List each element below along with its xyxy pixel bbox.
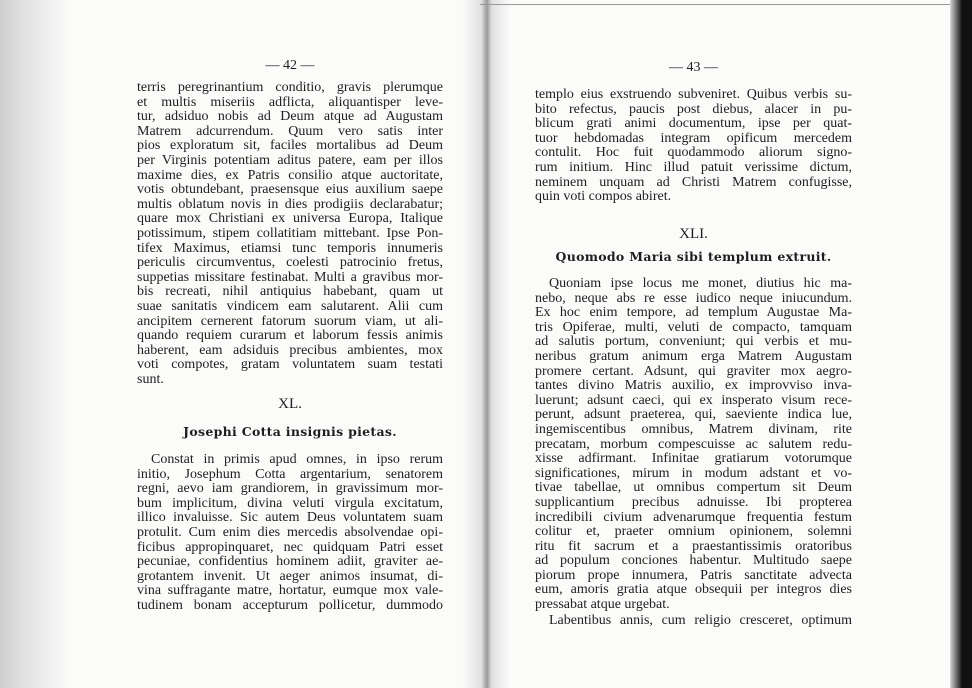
text-line: Constat in primis apud omnes, in ipso rerum — [151, 452, 443, 467]
text-line: xisse adfirmant. Infinitae gratiarum votorumque — [535, 451, 852, 467]
text-line: initio, Josephum Cotta argentarium, senatorem — [137, 466, 443, 482]
text-line: blicum grati animi documentum, ipse per quat- — [535, 116, 852, 132]
text-line: tuor hebdomadas integram opificum mercedem — [535, 130, 852, 146]
text-line: luerunt; adsunt caeci, qui ex insperato visum rece- — [535, 392, 852, 408]
text-line: et multis miseriis adflicta, aliquantisper leve- — [137, 94, 443, 110]
text-line: contulit. Hoc fuit quodammodo aliorum signo- — [535, 145, 852, 161]
text-line: votis obtundebant, praesensque eius auxilium saepe — [137, 182, 443, 198]
text-line: pios exploratum sit, faciles mortalibus ad Deum — [137, 138, 443, 154]
text-line: templo eius exstruendo subveniret. Quibus verbis su- — [535, 87, 852, 102]
text-line: perunt, adsunt praeterea, qui, saeviente indica lue, — [535, 407, 852, 423]
text-line: quando requiem curarum et laborum fessis animis — [137, 328, 443, 344]
text-line: sunt. — [137, 371, 164, 387]
section-title: Josephi Cotta insignis pietas. — [183, 424, 397, 439]
text-line: incredibili civium advenarumque frequentia festum — [535, 509, 852, 525]
text-line: ficibus appropinquaret, nec quidquam Patri esset — [137, 539, 443, 555]
text-line: vina suffragante matre, hortatur, eumque mox vale- — [137, 583, 443, 599]
text-line: bum implicitum, divina veluti virgula excitatum, — [137, 495, 443, 511]
text-line: quare mox Christiani ex universa Europa, Italique — [137, 211, 443, 227]
text-line: protulit. Cum enim dies mercedis absolvendae opi- — [137, 524, 443, 540]
text-line: Quoniam ipse locus me monet, diutius hic ma- — [549, 276, 852, 291]
scan-right-edge-shadow — [950, 0, 972, 688]
paragraph — [535, 614, 852, 629]
text-line: quin voti compos abiret. — [535, 189, 672, 205]
text-line: neribus gratum animum erga Matrem Augustam — [535, 348, 852, 364]
text-line: tantes divino Matris auxilio, ex improvviso inva- — [535, 378, 852, 394]
text-line: tur, adsiduo nobis ad Deum atque ad Augustam — [137, 109, 443, 125]
text-line: terris peregrinantium conditio, gravis plerumque — [137, 80, 443, 95]
text-line: tifex Maximus, etiamsi tunc temporis innumeris — [137, 240, 443, 256]
text-line: bis recreati, nihil antiquius habebant, quam ut — [137, 284, 443, 300]
text-line: ancipitem cernerent fatorum suorum viam, ut ali- — [137, 313, 443, 329]
text-line: precatam, morbum compescuisse ac salutem redu- — [535, 436, 852, 452]
section-number: XL. — [278, 396, 302, 412]
paragraph — [535, 88, 852, 205]
text-line: ritu fit sacrum et a praestantissimis oratoribus — [535, 538, 852, 554]
text-line: multis oblatum novis in dies prodigiis declarabatur; — [137, 196, 443, 212]
text-line: pecuniae, confidentius hominem adiit, graviter ae- — [137, 554, 443, 570]
text-line: colitur et, praeter omnium opinionem, solemni — [535, 524, 852, 540]
paragraph — [535, 277, 852, 613]
text-line: haberent, eam adsiduis precibus ambientes, mox — [137, 342, 443, 358]
page-number: — 43 — — [669, 60, 718, 75]
page-top-edge — [480, 4, 950, 5]
text-line: periculis circumventus, coelesti patrocinio fretus, — [137, 255, 443, 271]
text-line: regni, aevo iam grandiorem, in gravissimum mor- — [137, 481, 443, 497]
paragraph — [137, 453, 443, 614]
section-title: Quomodo Maria sibi templum extruit. — [555, 249, 832, 264]
text-line: ingemiscentibus omnibus, Matrem divinam, rite — [535, 421, 852, 437]
text-line: tris Opiferae, multi, veluti de compacto, tamquam — [535, 319, 852, 335]
text-line: Matrem adcurrendum. Quum vero satis inter — [137, 123, 443, 139]
text-line: voti compotes, gratam voluntatem suam testati — [137, 357, 443, 373]
text-line: bito refectus, paucis post diebus, alacer in pu- — [535, 101, 852, 117]
text-line: nebo, neque abs re esse iudico neque iniucundum. — [535, 290, 852, 306]
text-line: maxime dies, ex Patris consilio atque auctoritate, — [137, 167, 443, 183]
text-line: grotantem invenit. Ut aeger animos insumat, di- — [137, 568, 443, 584]
text-line: ad populum conciones habentur. Multitudo saepe — [535, 553, 852, 569]
text-line: neminem unquam ad Christi Matrem confugisse, — [535, 174, 852, 190]
text-line: illico invaluisse. Sic autem Deus voluntatem suam — [137, 510, 443, 526]
text-line: potissimum, stipem collatitiam mittebant. Ipse Pon- — [137, 225, 443, 241]
book-gutter — [462, 0, 510, 688]
text-line: suae sanitatis vindicem eam salutarent. Alii cum — [137, 298, 443, 314]
text-line: Labentibus annis, cum religio cresceret, optimum — [549, 613, 852, 628]
text-line: pressabat atque urgebat. — [535, 597, 670, 613]
text-line: per Virginis potentiam aditus patere, eam per illos — [137, 152, 443, 168]
text-line: tudinem bonam accepturum pollicetur, dummodo — [137, 597, 443, 613]
text-line: tivae tabellae, ut omnibus compertum sit Deum — [535, 480, 852, 496]
page-number: — 42 — — [265, 58, 315, 73]
text-line: supplicantium precibus adnuisse. Ibi propterea — [535, 494, 852, 510]
text-line: significationes, mirum in modum adstant et vo- — [535, 465, 852, 481]
text-line: suppetias missitare festinabat. Multi a gravibus mor- — [137, 269, 443, 285]
text-line: Ex hoc enim tempore, ad templum Augustae Ma- — [535, 305, 852, 321]
paragraph — [137, 81, 443, 387]
section-number: XLI. — [679, 226, 708, 242]
text-line: promere certant. Adsunt, qui graviter mox aegro- — [535, 363, 852, 379]
scan-left-edge-shadow — [0, 0, 70, 688]
text-line: ad salutis portum, conveniunt; qui verbis et mu- — [535, 334, 852, 350]
text-line: piorum prope innumera, Patris sanctitate advecta — [535, 567, 852, 583]
text-line: rum initium. Hinc illud patuit verissime dictum, — [535, 159, 852, 175]
text-line: eum, amoris gratia atque obsequii per integros dies — [535, 582, 852, 598]
